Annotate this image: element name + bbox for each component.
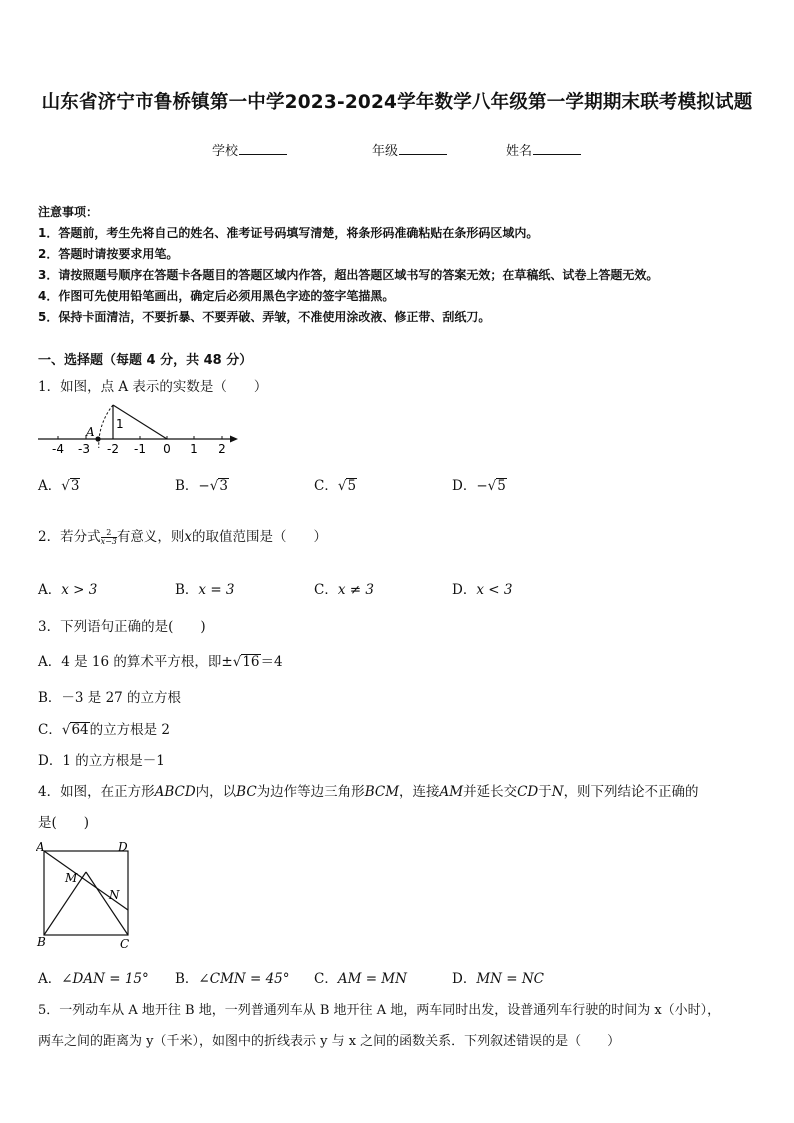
question-4-option-b <box>175 967 290 987</box>
question-2-option-c <box>314 578 374 598</box>
stem-text: ，连接 <box>399 784 440 800</box>
radicand: 3 <box>70 478 80 494</box>
name-field <box>506 140 581 159</box>
question-2-option-a <box>38 578 97 598</box>
vertex-c-label: C <box>120 937 130 951</box>
question-3-option-a: A．4 是 16 的算术平方根，即±√16＝4 <box>38 654 283 670</box>
height-label: 1 <box>116 417 124 431</box>
question-1-option-c: C．√5 <box>314 478 357 494</box>
fraction-denominator: x−3 <box>100 537 117 546</box>
stem-text: 的取值范围是（ ） <box>192 529 328 545</box>
option-letter: A． <box>38 971 62 987</box>
question-1-option-d: D．−√5 <box>452 478 506 494</box>
option-text: C． <box>38 722 62 738</box>
option-letter: B． <box>175 582 199 598</box>
math-symbol: AM <box>439 784 464 800</box>
school-field <box>212 140 287 159</box>
point-m-label: M <box>65 871 78 885</box>
section-heading: 一、选择题（每题 4 分，共 48 分） <box>38 353 253 368</box>
name-blank <box>533 142 581 155</box>
option-letter: B． <box>175 478 199 494</box>
option-letter: A． <box>38 582 62 598</box>
question-3-option-d: D．1 的立方根是－1 <box>38 753 165 769</box>
stem-text: 有意义，则 <box>116 529 185 545</box>
question-1-option-a: A．√3 <box>38 478 80 494</box>
option-expr: ∠DAN = 15° <box>61 971 149 987</box>
option-letter: A． <box>38 478 62 494</box>
option-text: A．4 是 16 的算术平方根，即± <box>38 654 233 670</box>
fraction <box>101 529 117 546</box>
notice-item: 5．保持卡面清洁，不要折暴、不要弄破、弄皱，不准使用涂改液、修正带、刮纸刀。 <box>38 310 491 324</box>
vertex-d-label: D <box>118 840 128 854</box>
grade-label: 年级 <box>372 144 399 159</box>
tick-label: 0 <box>163 442 171 456</box>
question-3-option-b: B．－3 是 27 的立方根 <box>38 690 182 706</box>
axis-arrow <box>230 436 238 443</box>
question-2-option-b <box>175 578 235 598</box>
question-3-option-c: C．√64的立方根是 2 <box>38 722 171 738</box>
question-3-stem: 3．下列语句正确的是( ) <box>38 619 206 635</box>
question-4-option-c <box>314 967 407 987</box>
tick-label: -1 <box>134 442 146 456</box>
math-symbol: BC <box>236 784 257 800</box>
option-expr: MN = NC <box>476 971 544 987</box>
option-letter: C． <box>314 478 338 494</box>
radicand: 3 <box>219 478 228 494</box>
school-label: 学校 <box>212 144 239 159</box>
school-blank <box>239 142 287 155</box>
tick-label: 2 <box>218 442 226 456</box>
option-letter: C． <box>314 582 338 598</box>
math-symbol: CD <box>517 784 539 800</box>
option-expr: x ≠ 3 <box>337 582 374 598</box>
question-5-stem-line1: 5．一列动车从 A 地开往 B 地，一列普通列车从 B 地开往 A 地，两车同时出发，设普通列车行驶的时间为 x（小时）， <box>38 1003 721 1018</box>
option-letter: D． <box>452 478 477 494</box>
point-a-label: A <box>86 425 95 439</box>
tick-label: 1 <box>190 442 198 456</box>
stem-text: 4．如图，在正方形 <box>38 784 155 800</box>
option-letter: D． <box>452 582 477 598</box>
question-4-stem-line2: 是( ) <box>38 815 90 831</box>
notice-item: 3．请按照题号顺序在答题卡各题目的答题区域内作答，超出答题区域书写的答案无效；在草稿纸、试卷上答题无效。 <box>38 268 659 282</box>
math-symbol: ABCD <box>154 784 196 800</box>
option-expr: x = 3 <box>198 582 235 598</box>
exam-title: 山东省济宁市鲁桥镇第一中学2023-2024学年数学八年级第一学期期末联考模拟试题 <box>41 92 753 113</box>
variable: x <box>184 529 193 545</box>
option-text: 的立方根是 2 <box>89 722 171 738</box>
option-expr: ∠CMN = 45° <box>198 971 290 987</box>
question-4-stem-line1 <box>38 780 699 800</box>
question-5-stem-line2: 两车之间的距离为 y（千米），如图中的折线表示 y 与 x 之间的函数关系．下列叙述错误的是（ ） <box>38 1034 621 1049</box>
vertex-b-label: B <box>37 935 46 949</box>
point-a-dot <box>95 436 100 441</box>
segment-cm <box>86 872 128 935</box>
option-sign: − <box>476 478 488 494</box>
stem-text: 2．若分式 <box>38 529 101 545</box>
notice-item: 4．作图可先使用铅笔画出，确定后必须用黑色字迹的签字笔描黑。 <box>38 289 395 303</box>
option-text: ＝4 <box>260 654 283 670</box>
option-expr: x > 3 <box>61 582 98 598</box>
option-letter: D． <box>452 971 477 987</box>
tick-label: -4 <box>52 442 64 456</box>
notice-item: 2．答题时请按要求用笔。 <box>38 247 179 261</box>
notice-item: 1．答题前，考生先将自己的姓名、准考证号码填写清楚，将条形码准确粘贴在条形码区域内。 <box>38 226 539 240</box>
grade-blank <box>399 142 447 155</box>
option-expr: x < 3 <box>476 582 513 598</box>
option-letter: B． <box>175 971 199 987</box>
fraction-numerator: 2 <box>106 528 112 537</box>
question-4-option-a <box>38 967 149 987</box>
number-line-figure <box>36 398 242 458</box>
question-2-stem <box>38 525 327 546</box>
point-n-label: N <box>109 888 120 902</box>
question-4-option-d <box>452 967 544 987</box>
stem-text: 内，以 <box>195 784 237 800</box>
math-symbol: N <box>551 784 564 800</box>
square-figure <box>36 838 136 953</box>
radicand: 5 <box>347 478 357 494</box>
name-label: 姓名 <box>506 144 533 159</box>
question-1-option-b: B．−√3 <box>175 478 228 494</box>
question-2-option-d <box>452 578 512 598</box>
stem-text: 为边作等边三角形 <box>256 784 365 800</box>
question-1-stem: 1．如图，点 A 表示的实数是（ ） <box>38 379 268 395</box>
stem-text: ，则下列结论不正确的 <box>563 784 699 800</box>
radicand: 5 <box>497 478 506 494</box>
notice-heading: 注意事项： <box>38 205 99 219</box>
radicand: 16 <box>242 654 260 670</box>
option-expr: AM = MN <box>337 971 407 987</box>
option-sign: − <box>198 478 210 494</box>
radicand: 64 <box>71 722 89 738</box>
stem-text: 于 <box>538 784 552 800</box>
grade-field <box>372 140 447 159</box>
tick-label: -3 <box>78 442 90 456</box>
tick-label: -2 <box>107 442 119 456</box>
math-symbol: BCM <box>364 784 400 800</box>
stem-text: 并延长交 <box>463 784 518 800</box>
vertex-a-label: A <box>36 840 45 854</box>
option-letter: C． <box>314 971 338 987</box>
